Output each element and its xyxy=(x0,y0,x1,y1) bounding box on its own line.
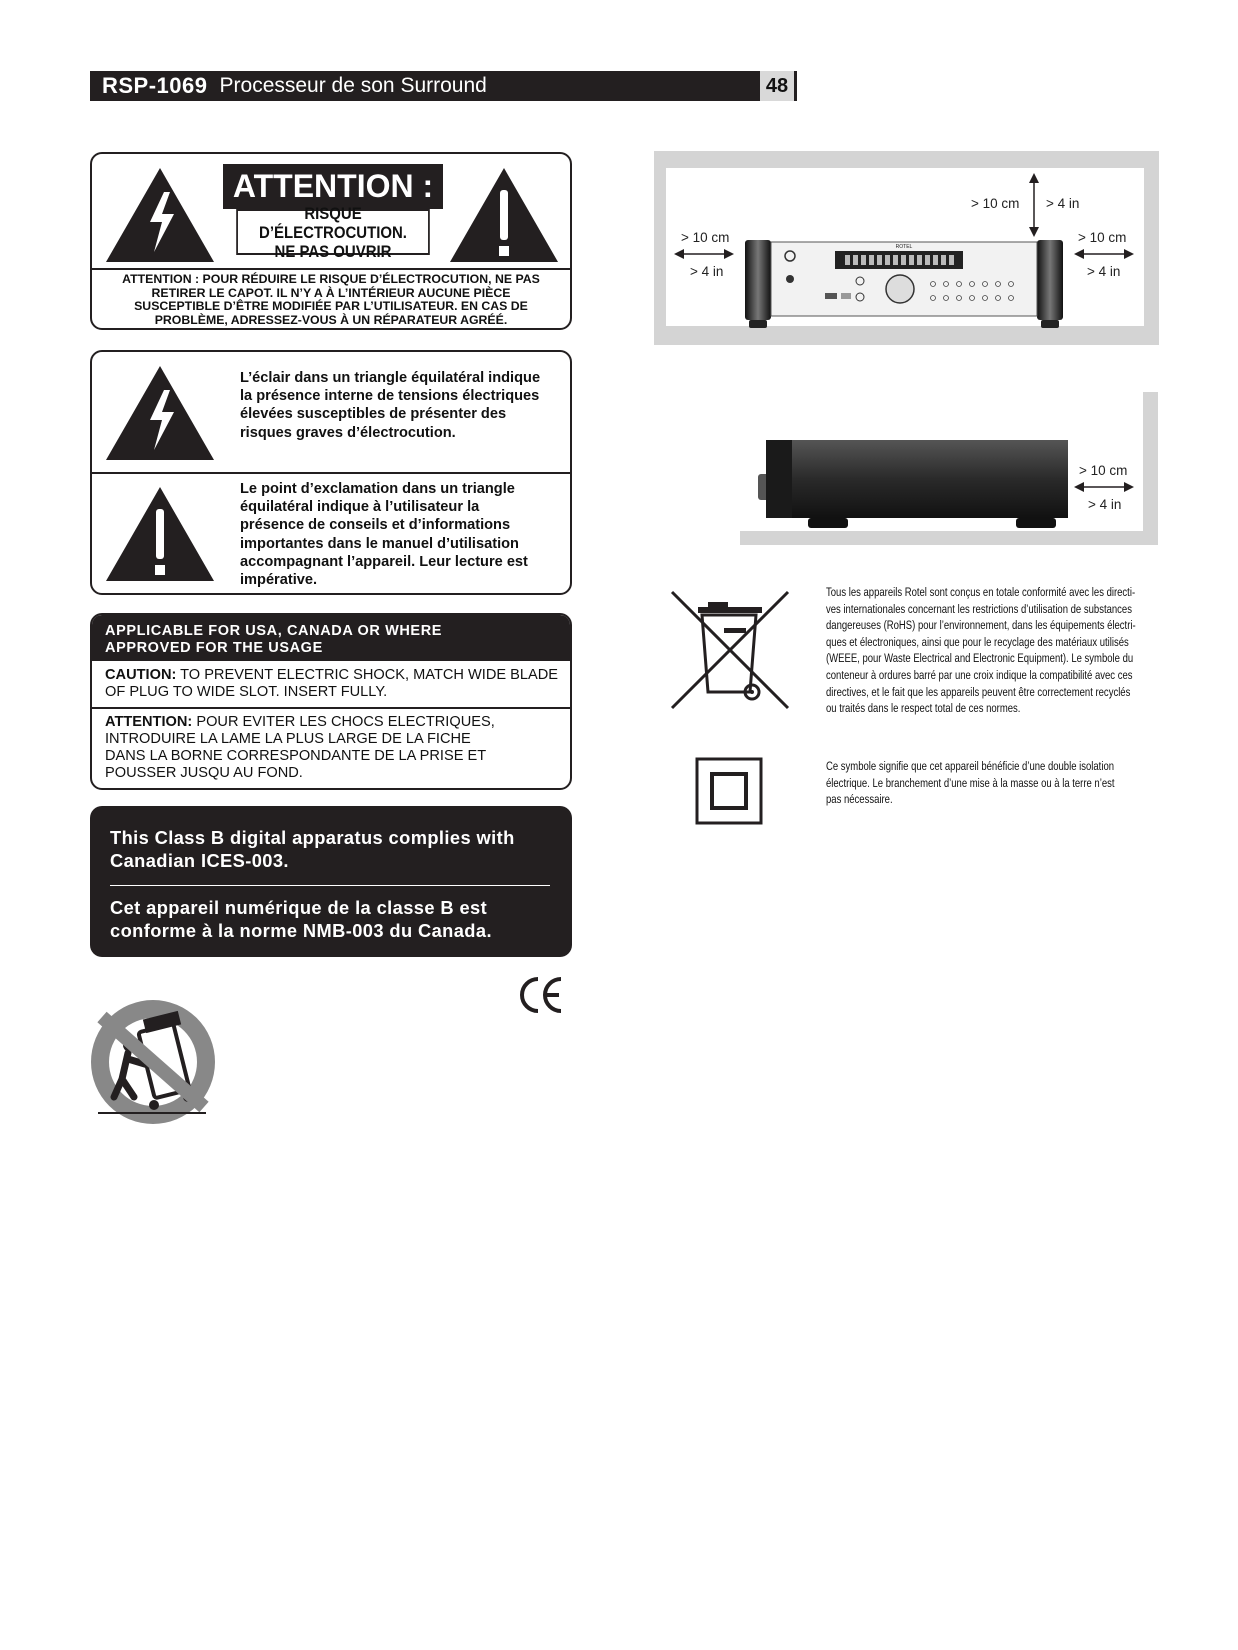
class-b-notice xyxy=(90,806,572,957)
double-insulation-text xyxy=(826,758,1159,808)
vertical-arrow-icon xyxy=(1028,173,1040,237)
attention-text xyxy=(105,714,495,782)
page-subtitle: Processeur de son Surround xyxy=(219,74,487,97)
text-line: This Class B digital apparatus complies with xyxy=(110,827,515,848)
attention-body-line: SUSCEPTIBLE D’ÊTRE MODIFIÉE PAR L’UTILISATEUR. EN CAS DE xyxy=(134,299,528,314)
text-line: ques et électroniques, ainsi que pour le recyclage des matériaux utilisés xyxy=(826,634,1129,649)
attention-body-line: ATTENTION : POUR RÉDUIRE LE RISQUE D’ÉLECTROCUTION, NE PAS xyxy=(122,272,540,286)
text-line: élevées susceptibles de présenter des xyxy=(240,406,507,423)
lightning-description xyxy=(240,369,540,442)
attention-label: ATTENTION: xyxy=(105,714,193,730)
attention-box xyxy=(90,152,572,330)
lightning-triangle-icon xyxy=(104,166,216,264)
exclamation-triangle-icon xyxy=(104,485,216,583)
front-clearance-diagram xyxy=(654,151,1159,345)
text-line: conforme à la norme NMB-003 du Canada. xyxy=(110,920,492,941)
attention-body-line: RETIRER LE CAPOT. IL N’Y A À L’INTÉRIEUR AUCUNE PIÈCE xyxy=(151,285,511,300)
left-clearance-in: > 4 in xyxy=(690,264,724,279)
text-line: Canadian ICES-003. xyxy=(110,850,289,871)
text-line: Le point d’exclamation dans un triangle xyxy=(240,481,515,497)
heading-line: APPROVED FOR THE USAGE xyxy=(105,640,323,656)
page-number: 48 xyxy=(760,71,794,101)
usa-box xyxy=(90,613,572,790)
attention-subtitle xyxy=(236,203,430,261)
cart-warning-icon xyxy=(88,997,218,1127)
floor xyxy=(740,531,1158,545)
top-clearance-in: > 4 in xyxy=(1046,196,1080,211)
divider xyxy=(110,885,550,886)
text-line: TO PREVENT ELECTRIC SHOCK, MATCH WIDE BLADE xyxy=(176,667,559,683)
text-line: OF PLUG TO WIDE SLOT. INSERT FULLY. xyxy=(105,684,388,700)
lightning-triangle-icon xyxy=(104,364,216,462)
attention-title: ATTENTION : xyxy=(223,164,443,209)
text-line: directives, et le fait que les appareils peuvent être correctement recyclés xyxy=(826,684,1131,699)
text-line: pas nécessaire. xyxy=(826,792,893,807)
text-line: POUR EVITER LES CHOCS ELECTRIQUES, xyxy=(192,714,495,730)
text-line: ou traités dans le respect total de ces normes. xyxy=(826,701,1021,716)
text-line: INTRODUIRE LA LAME LA PLUS LARGE DE LA FICHE xyxy=(105,731,471,747)
text-line: conteneur à ordures barré par une croix indique la compatibilité avec ces xyxy=(826,667,1133,682)
text-line: ves internationales concernant les restrictions d’utilisation de substances xyxy=(826,601,1132,616)
text-line: DANS LA BORNE CORRESPONDANTE DE LA PRISE ET xyxy=(105,748,487,764)
page-header xyxy=(90,71,797,101)
attention-subtitle-line: RISQUE D’ÉLECTROCUTION. xyxy=(259,203,407,242)
side-arrow-icon xyxy=(1074,482,1134,492)
attention-body xyxy=(92,268,570,327)
weee-text xyxy=(826,584,1159,717)
text-line: dangereuses (RoHS) pour l’environnement, dans les équipements électri- xyxy=(826,618,1136,633)
text-line: équilatéral indique à l’utilisateur la xyxy=(240,499,480,516)
left-arrow-icon xyxy=(674,249,734,259)
divider xyxy=(92,472,570,474)
caution-text xyxy=(105,667,558,701)
text-line: Ce symbole signifie que cet appareil bénéficie d’une double isolation xyxy=(826,759,1115,773)
ce-mark-icon xyxy=(519,975,565,1015)
right-arrow-icon xyxy=(1074,249,1134,259)
side-clearance-in: > 4 in xyxy=(1088,497,1122,512)
heading-line: APPLICABLE FOR USA, CANADA OR WHERE xyxy=(105,623,443,639)
double-insulation-icon xyxy=(695,757,763,825)
receiver-side-image xyxy=(758,438,1070,531)
ce-mark xyxy=(519,975,565,1020)
divider xyxy=(92,707,570,709)
right-clearance-in: > 4 in xyxy=(1087,264,1121,279)
side-clearance-diagram xyxy=(740,392,1160,545)
crossed-bin-icon xyxy=(668,588,792,712)
receiver-front-image xyxy=(745,236,1063,330)
text-line: Cet appareil numérique de la classe B est xyxy=(110,897,488,918)
text-line: accompagnant l’appareil. Leur lecture est xyxy=(240,553,528,570)
text-line: présence de conseils et d’informations xyxy=(240,517,511,534)
side-clearance-cm: > 10 cm xyxy=(1079,463,1128,478)
text-line: impérative. xyxy=(240,572,318,589)
symbols-box xyxy=(90,350,572,595)
attention-subtitle-line: NE PAS OUVRIR xyxy=(274,241,392,261)
usa-heading xyxy=(92,615,570,661)
wall xyxy=(1143,392,1158,545)
class-b-english xyxy=(110,826,515,872)
exclamation-description xyxy=(240,480,528,589)
model-name: RSP-1069 xyxy=(102,73,208,98)
exclamation-triangle-icon xyxy=(448,166,560,264)
text-line: POUSSER JUSQU AU FOND. xyxy=(105,765,303,781)
text-line: Tous les appareils Rotel sont conçus en totale conformité avec les directi- xyxy=(826,585,1136,599)
right-clearance-cm: > 10 cm xyxy=(1078,230,1127,245)
caution-label: CAUTION: xyxy=(105,667,177,683)
text-line: importantes dans le manuel d’utilisation xyxy=(240,535,519,552)
attention-body-line: PROBLÈME, ADRESSEZ-VOUS À UN RÉPARATEUR AGRÉÉ. xyxy=(154,312,508,327)
top-clearance-cm: > 10 cm xyxy=(971,196,1020,211)
text-line: (WEEE, pour Waste Electrical and Electronic Equipment). Le symbole du xyxy=(826,651,1134,666)
text-line: L’éclair dans un triangle équilatéral indique xyxy=(240,370,541,386)
class-b-french xyxy=(110,896,492,942)
text-line: risques graves d’électrocution. xyxy=(240,424,456,441)
brand-label: ROTEL xyxy=(895,244,913,250)
text-line: la présence interne de tensions électriques xyxy=(240,388,540,405)
left-clearance-cm: > 10 cm xyxy=(681,230,730,245)
text-line: électrique. Le branchement d’une mise à la masse ou à la terre n’est xyxy=(826,775,1115,790)
